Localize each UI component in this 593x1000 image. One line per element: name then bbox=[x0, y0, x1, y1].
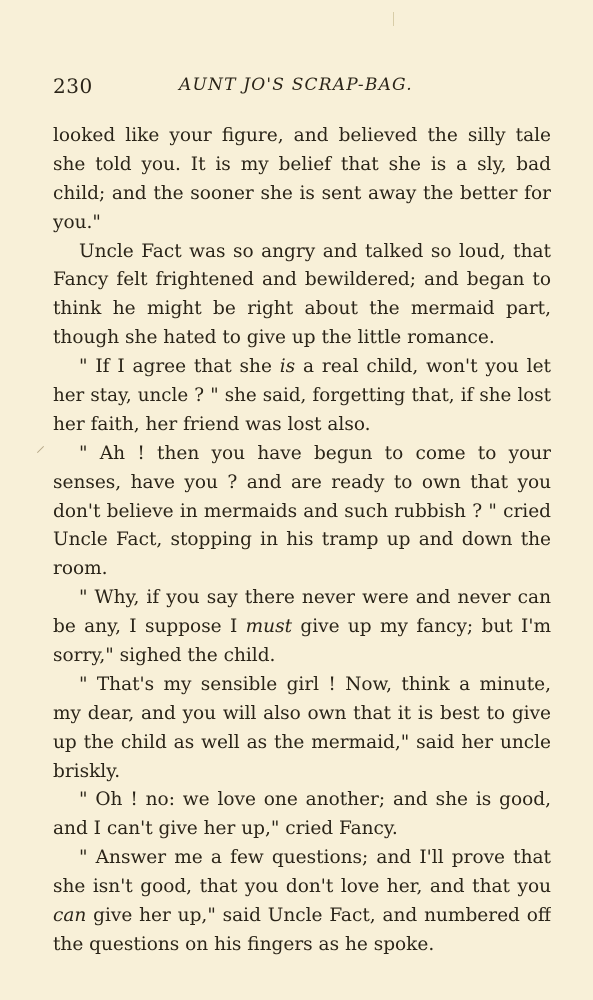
text-line: Fancy felt frightened and bewildered; and began to bbox=[53, 269, 551, 291]
text-line: you." bbox=[53, 211, 101, 233]
text-line: " Ah ! then you have begun to come to your bbox=[79, 442, 551, 464]
margin-pencil-mark bbox=[37, 446, 44, 453]
running-title: AUNT JO'S SCRAP-BAG. bbox=[179, 75, 413, 95]
text-line: briskly. bbox=[53, 760, 121, 782]
running-header bbox=[53, 74, 551, 100]
text-line: senses, have you ? and are ready to own that you bbox=[53, 471, 551, 493]
text-line: " That's my sensible girl ! Now, think a minute, bbox=[79, 673, 551, 695]
text-line: room. bbox=[53, 558, 108, 580]
text-line: my dear, and you will also own that it is best to give bbox=[53, 702, 551, 724]
text-line: her stay, uncle ? " she said, forgetting that, if she lost bbox=[53, 385, 551, 407]
text-line: and I can't give her up," cried Fancy. bbox=[53, 818, 398, 840]
text-line: she isn't good, that you don't love her, and that you bbox=[53, 876, 551, 898]
text-line: she told you. It is my belief that she is a sly, bad bbox=[53, 153, 551, 175]
text-line: her faith, her friend was lost also. bbox=[53, 413, 371, 435]
text-line: though she hated to give up the little romance. bbox=[53, 327, 495, 349]
text-line: " If I agree that she is a real child, won't you let bbox=[79, 356, 551, 378]
text-line: don't believe in mermaids and such rubbish ? " cried bbox=[53, 500, 551, 522]
text-line: sorry," sighed the child. bbox=[53, 645, 276, 667]
text-line: " Why, if you say there never were and never can bbox=[79, 587, 551, 609]
text-line: Uncle Fact was so angry and talked so loud, that bbox=[79, 240, 551, 262]
text-line: be any, I suppose I must give up my fancy; but I'm bbox=[53, 616, 551, 638]
text-line: up the child as well as the mermaid," said her uncle bbox=[53, 731, 551, 753]
text-line: child; and the sooner she is sent away the better for bbox=[53, 182, 551, 204]
text-line: " Oh ! no: we love one another; and she is good, bbox=[79, 789, 551, 811]
emphasis: can bbox=[53, 905, 87, 927]
page-blemish bbox=[393, 12, 394, 26]
emphasis: must bbox=[245, 616, 293, 638]
text-line: looked like your figure, and believed the silly tale bbox=[53, 125, 551, 146]
text-line: " Answer me a few questions; and I'll prove that bbox=[79, 847, 551, 869]
body-text bbox=[53, 122, 551, 960]
text-line: think he might be right about the mermaid part, bbox=[53, 298, 551, 320]
emphasis: is bbox=[279, 356, 296, 378]
text-line: Uncle Fact, stopping in his tramp up and down the bbox=[53, 529, 551, 551]
page-number: 230 bbox=[53, 74, 93, 98]
text-line: the questions on his fingers as he spoke. bbox=[53, 933, 435, 955]
text-line: can give her up," said Uncle Fact, and numbered off bbox=[53, 905, 551, 927]
